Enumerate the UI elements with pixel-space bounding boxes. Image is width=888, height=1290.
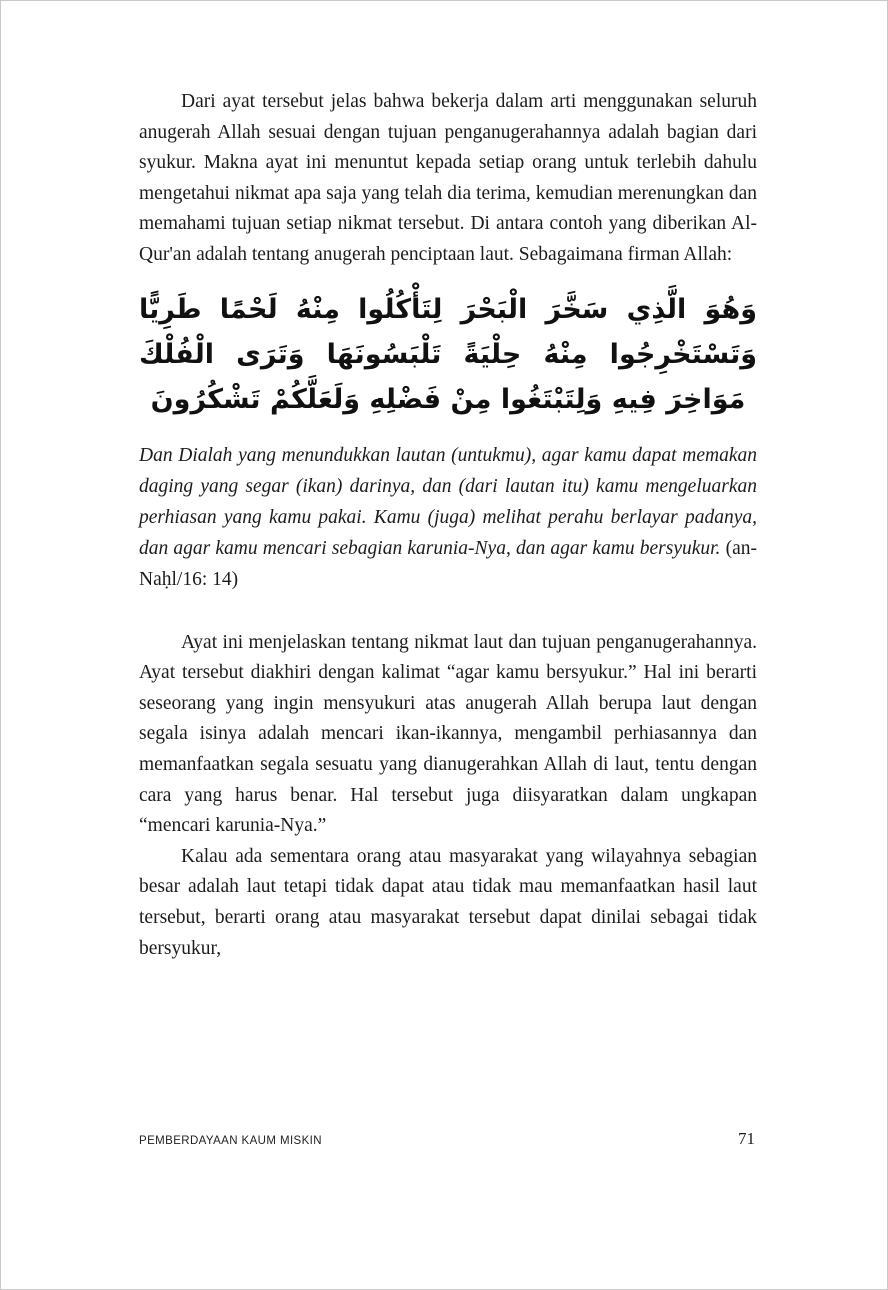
translation-text: Dan Dialah yang menundukkan lautan (untukmu), agar kamu dapat memakan daging yang segar (ikan) darinya, dan (dari lautan itu) kamu mengeluarkan perhiasan yang kamu pakai. Kamu (juga) melihat perahu berlayar padanya, dan agar kamu mencari sebagian karunia-Nya, dan agar kamu bersyukur. — [139, 444, 757, 559]
paragraph-closing: Kalau ada sementara orang atau masyarakat yang wilayahnya sebagian besar adalah laut tetapi tidak dapat atau tidak mau memanfaatkan hasil laut tersebut, berarti orang atau masyarakat tersebut dapat dinilai sebagai tidak bersyukur, — [139, 845, 757, 959]
page-content — [139, 87, 757, 964]
page-number: 71 — [738, 1129, 755, 1148]
verse-translation — [139, 440, 757, 595]
paragraph-explanation: Ayat ini menjelaskan tentang nikmat laut dan tujuan penganugerahannya. Ayat tersebut diakhiri dengan kalimat “agar kamu bersyukur.” Hal ini berarti seseorang yang ingin mensyukuri atas anugerah Allah berupa laut dengan segala isinya adalah mencari ikan-ikannya, mengambil perhiasannya dan memanfaatkan segala sesuatu yang dianugerahkan Allah di laut, tentu dengan cara yang harus benar. Hal tersebut juga diisyaratkan dalam ungkapan “mencari karunia-Nya.” — [139, 631, 757, 837]
page-footer — [139, 1129, 755, 1149]
verse-reference: (an-Naḥl/16: 14) — [139, 537, 757, 590]
running-title: PEMBERDAYAAN KAUM MISKIN — [139, 1135, 322, 1147]
arabic-quran-verse: وَهُوَ الَّذِي سَخَّرَ الْبَحْرَ لِتَأْكُلُوا مِنْهُ لَحْمًا طَرِيًّا وَتَسْتَخْرِجُوا مِنْهُ حِلْيَةً تَلْبَسُونَهَا وَتَرَى الْفُلْكَ مَوَاخِرَ فِيهِ وَلِتَبْتَغُوا مِنْ فَضْلِهِ وَلَعَلَّكُمْ تَشْكُرُونَ — [139, 293, 757, 415]
paragraph-intro: Dari ayat tersebut jelas bahwa bekerja dalam arti menggunakan seluruh anugerah Allah sesuai dengan tujuan penganugerahannya adalah bagian dari syukur. Makna ayat ini menuntut kepada setiap orang untuk terlebih dahulu mengetahui nikmat apa saja yang telah dia terima, kemudian merenungkan dan memahami tujuan setiap nikmat tersebut. Di antara contoh yang diberikan Al-Qur'an adalah tentang anugerah penciptaan laut. Sebagaimana firman Allah: — [139, 91, 757, 265]
